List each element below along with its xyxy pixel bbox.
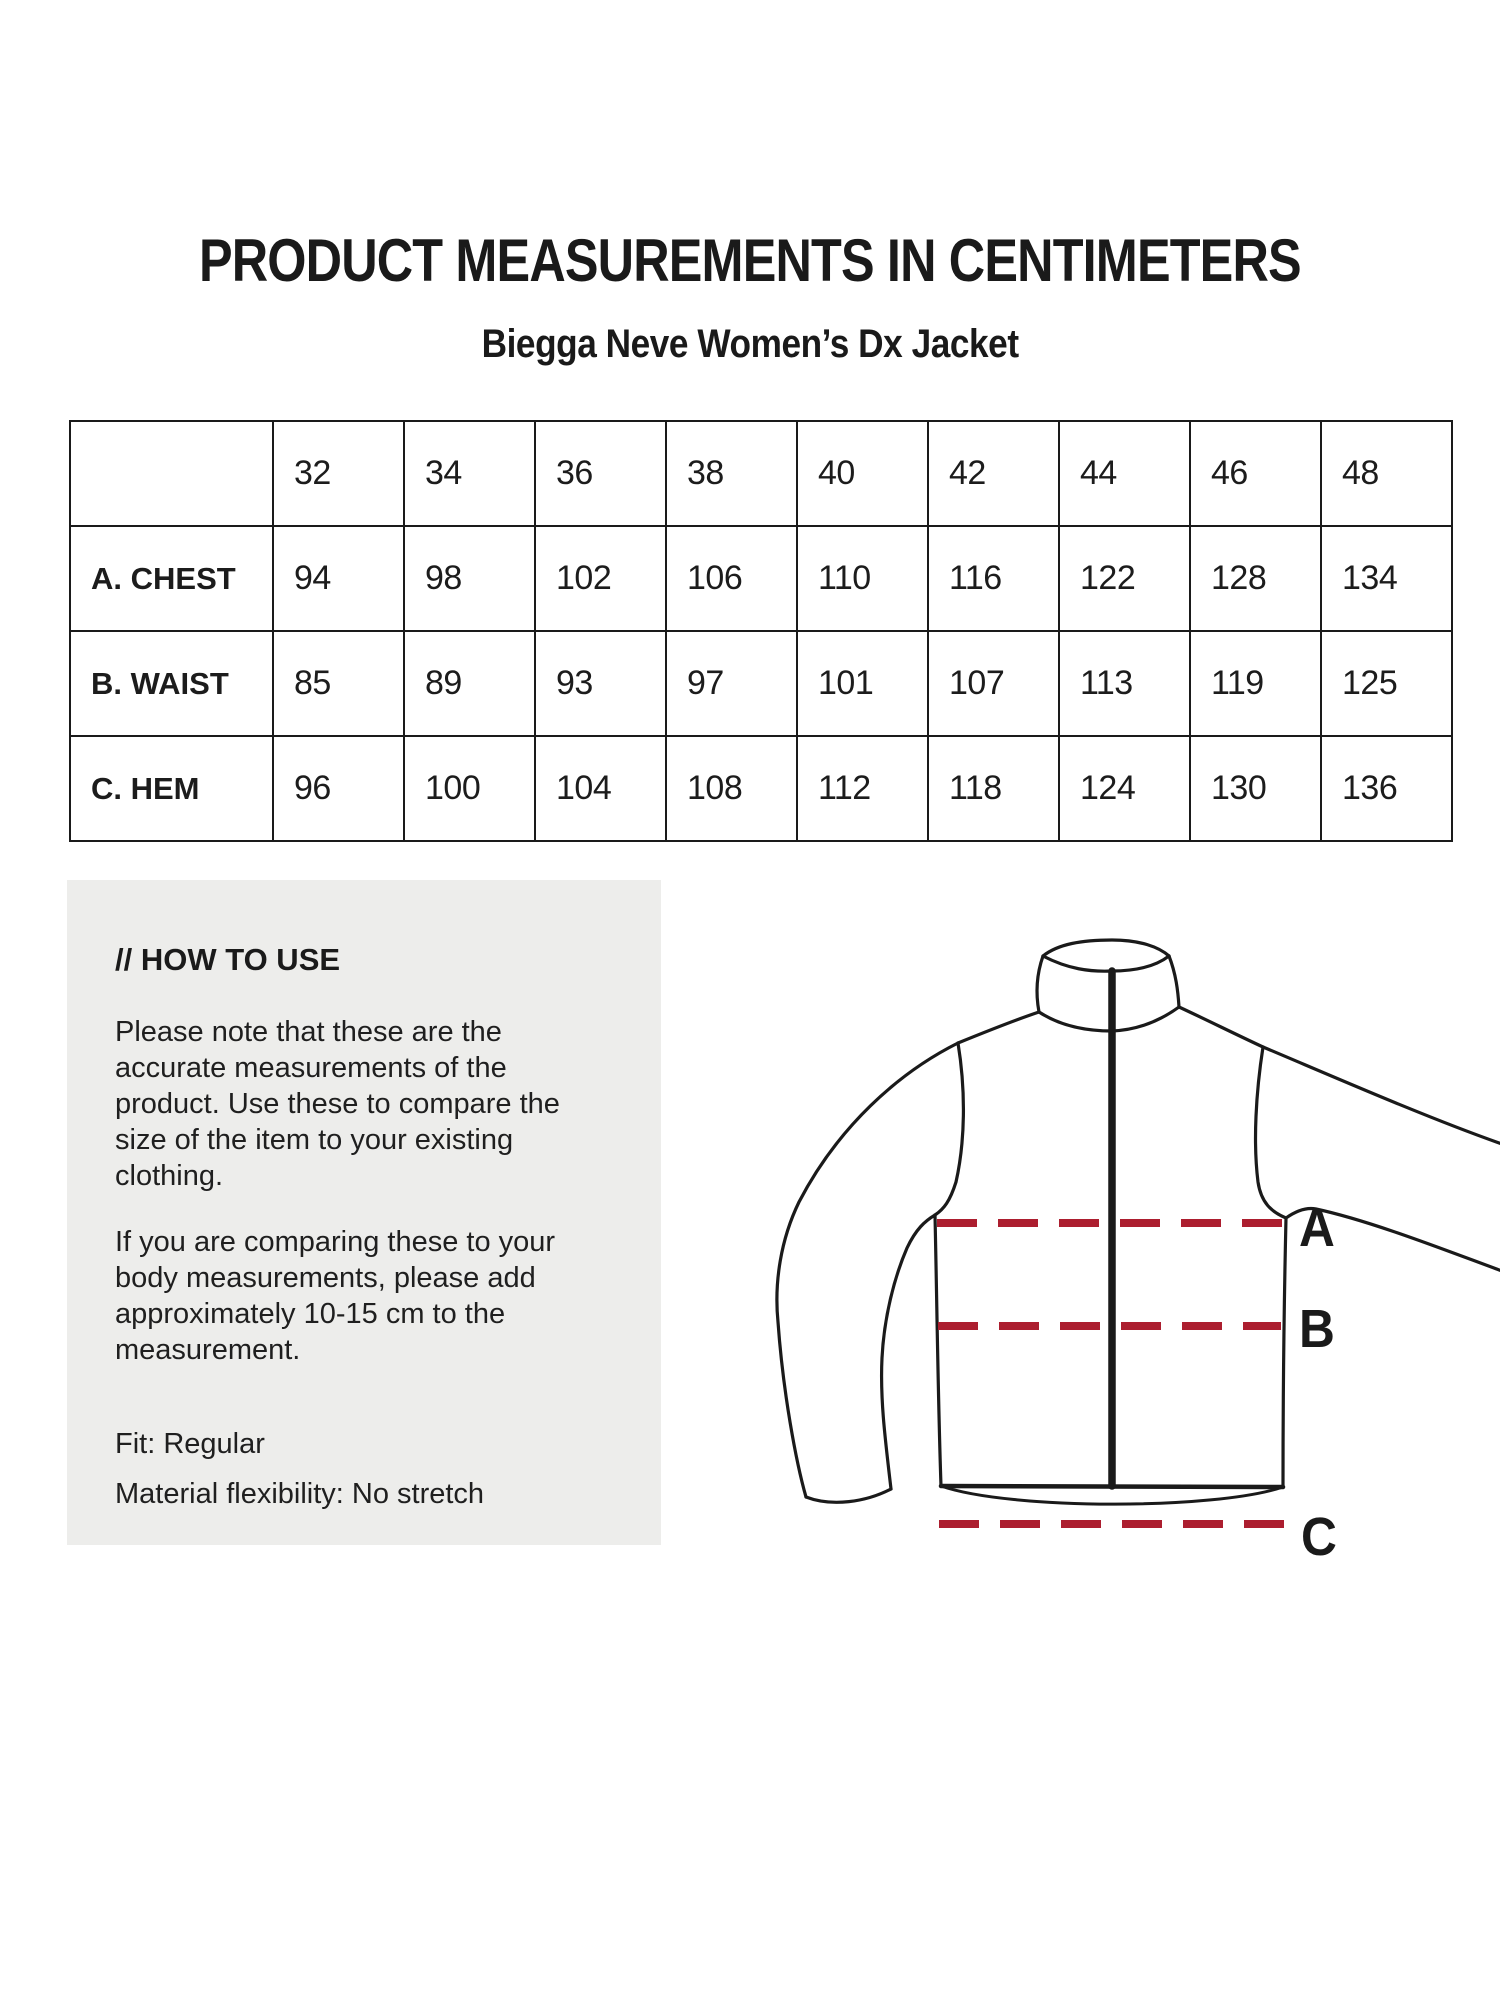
chest-value: 110 — [797, 526, 928, 631]
fit-note: Fit: Regular — [115, 1428, 265, 1460]
size-table — [69, 420, 1453, 842]
material-note: Material flexibility: No stretch — [115, 1478, 485, 1510]
size-col-header: 44 — [1059, 421, 1190, 526]
how-to-use-paragraph-2: If you are comparing these to your body measurements, please add approximately 10-15 cm to the measurement. — [115, 1226, 556, 1366]
waist-value: 89 — [404, 631, 535, 736]
row-label-waist: B. WAIST — [70, 631, 273, 736]
right-armhole-seam — [1256, 1047, 1286, 1218]
size-col-header: 42 — [928, 421, 1059, 526]
chest-value: 98 — [404, 526, 535, 631]
waist-value: 93 — [535, 631, 666, 736]
left-cuff — [806, 1489, 891, 1502]
size-col-header: 48 — [1321, 421, 1452, 526]
hem-value: 130 — [1190, 736, 1321, 841]
waist-value: 97 — [666, 631, 797, 736]
left-sleeve-inner — [882, 1215, 935, 1489]
how-to-use-heading: // HOW TO USE — [115, 942, 341, 977]
chest-value: 94 — [273, 526, 404, 631]
chest-value: 128 — [1190, 526, 1321, 631]
left-armhole-seam — [935, 1043, 963, 1215]
chest-value: 122 — [1059, 526, 1190, 631]
hem-value: 112 — [797, 736, 928, 841]
size-col-header: 36 — [535, 421, 666, 526]
size-col-header: 38 — [666, 421, 797, 526]
table-header-row — [70, 421, 1452, 526]
collar-left-edge — [1037, 956, 1043, 1012]
page-title: PRODUCT MEASUREMENTS IN CENTIMETERS — [199, 227, 1301, 294]
right-sleeve-upper — [1263, 1047, 1500, 1144]
hem-value: 108 — [666, 736, 797, 841]
waist-value: 125 — [1321, 631, 1452, 736]
size-col-header: 34 — [404, 421, 535, 526]
waist-value: 85 — [273, 631, 404, 736]
hem-value: 104 — [535, 736, 666, 841]
chest-value: 116 — [928, 526, 1059, 631]
page-subtitle: Biegga Neve Women’s Dx Jacket — [481, 322, 1019, 366]
hem-value: 124 — [1059, 736, 1190, 841]
hem-value: 136 — [1321, 736, 1452, 841]
left-shoulder — [958, 1012, 1039, 1043]
corner-cell — [70, 421, 273, 526]
collar-inner-rim — [1043, 956, 1169, 971]
chest-value: 102 — [535, 526, 666, 631]
waist-value: 107 — [928, 631, 1059, 736]
table-row-waist — [70, 631, 1452, 736]
size-col-header: 46 — [1190, 421, 1321, 526]
waist-measure-label: B — [1299, 1299, 1335, 1359]
hem-measure-label: C — [1301, 1507, 1337, 1567]
left-body-edge — [935, 1215, 941, 1486]
waist-value: 113 — [1059, 631, 1190, 736]
table-row-chest — [70, 526, 1452, 631]
right-body-edge — [1283, 1218, 1286, 1487]
hem-value: 100 — [404, 736, 535, 841]
right-shoulder — [1179, 1007, 1263, 1047]
hem-value: 96 — [273, 736, 404, 841]
size-col-header: 40 — [797, 421, 928, 526]
chest-value: 106 — [666, 526, 797, 631]
collar-outer-rim — [1043, 940, 1169, 956]
chest-measure-label: A — [1299, 1198, 1335, 1258]
hem-value: 118 — [928, 736, 1059, 841]
how-to-use-paragraph-1: Please note that these are the accurate measurements of the product. Use these to compare the size of the item to your existing clothing. — [115, 1016, 560, 1192]
table-row-hem — [70, 736, 1452, 841]
row-label-chest: A. CHEST — [70, 526, 273, 631]
left-sleeve-outer — [777, 1043, 958, 1497]
size-col-header: 32 — [273, 421, 404, 526]
jacket-diagram — [750, 930, 1500, 1570]
waist-value: 119 — [1190, 631, 1321, 736]
waist-value: 101 — [797, 631, 928, 736]
collar-right-edge — [1169, 956, 1179, 1007]
how-to-use-box — [67, 880, 661, 1545]
chest-value: 134 — [1321, 526, 1452, 631]
row-label-hem: C. HEM — [70, 736, 273, 841]
